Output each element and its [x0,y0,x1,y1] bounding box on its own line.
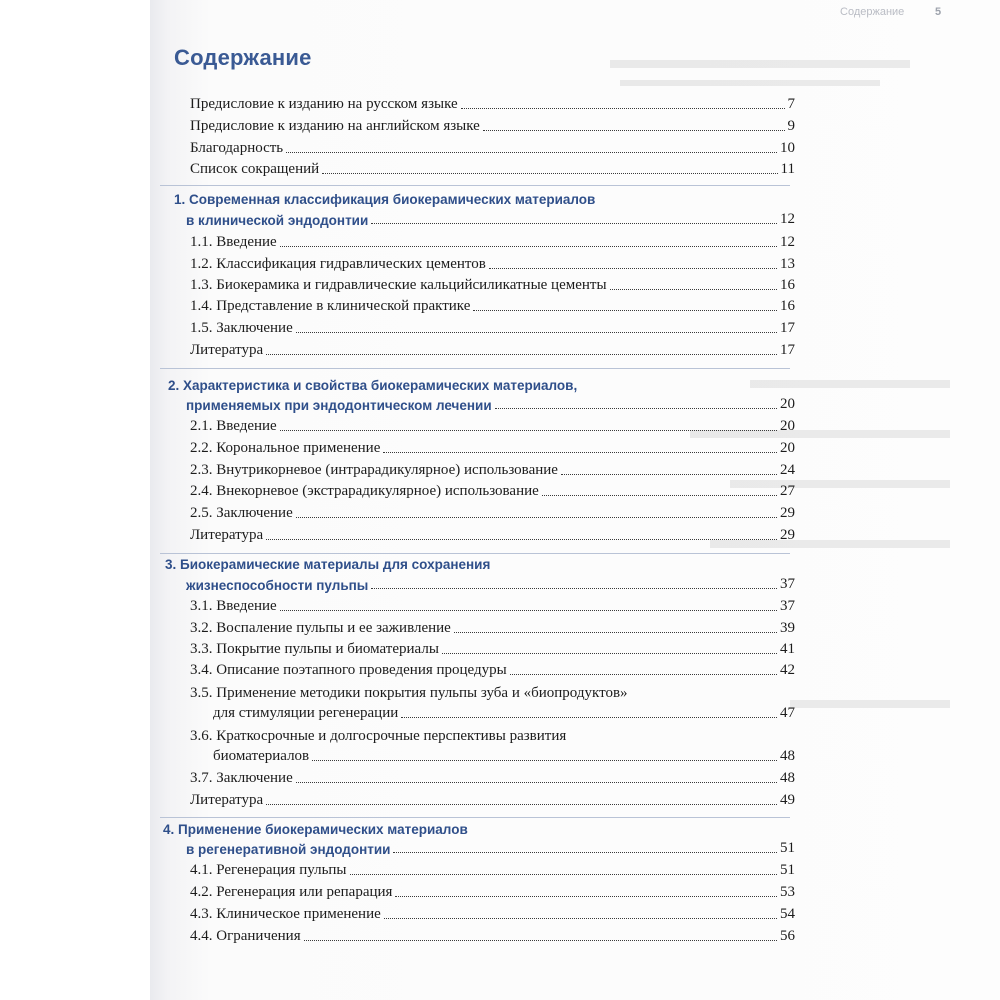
page-title: Содержание [174,45,312,70]
chapter-heading-line2[interactable] [186,840,795,857]
toc-entry[interactable] [190,883,795,901]
toc-entry[interactable] [213,704,795,722]
leader-dots [266,803,777,805]
chapter-heading[interactable]: 2. Характеристика и свойства биокерамических материалов, [168,378,578,393]
toc-entry-page: 56 [780,928,795,944]
toc-entry-label: 2.1. Введение [190,418,277,434]
leader-dots [442,652,777,654]
running-header-page-number: 5 [935,6,942,18]
chapter-heading[interactable]: 3. Биокерамические материалы для сохранения [165,557,491,572]
leader-dots [296,781,777,783]
toc-entry-page: 51 [780,862,795,878]
toc-entry-label: 2.3. Внутрикорневое (интрарадикулярное) использование [190,462,558,478]
toc-entry-page: 16 [780,298,795,314]
toc-entry-page: 10 [780,140,795,156]
toc-entry[interactable] [190,276,795,294]
leader-dots [401,716,777,718]
toc-entry-label: Предисловие к изданию на английском языке [190,118,480,134]
chapter-heading-label: в клинической эндодонтии [186,213,369,228]
toc-entry-label: 2.2. Корональное применение [190,440,381,456]
chapter-heading-line2[interactable] [186,211,795,228]
chapter-heading[interactable]: 1. Современная классификация биокерамических материалов [174,192,596,207]
leader-dots [495,407,777,409]
toc-entry-label: Литература [190,527,264,543]
toc-entry-page: 39 [780,620,795,636]
leader-dots [312,759,777,761]
toc-entry-label: 3.1. Введение [190,598,277,614]
leader-dots [454,631,777,633]
toc-entry-page: 37 [780,598,795,614]
leader-dots [350,873,777,875]
toc-entry-label: 4.1. Регенерация пульпы [190,862,347,878]
toc-entry[interactable] [190,233,795,251]
leader-dots [304,939,777,941]
chapter-page: 37 [780,576,795,592]
toc-entry-page: 48 [780,770,795,786]
leader-dots [483,129,785,131]
toc-entry-page: 48 [780,748,795,764]
toc-entry-label: 2.5. Заключение [190,505,293,521]
toc-entry[interactable] [190,504,795,522]
toc-entry-label: Благодарность [190,140,284,156]
leader-dots [489,267,777,269]
leader-dots [371,587,777,589]
toc-entry-label: 3.2. Воспаление пульпы и ее заживление [190,620,451,636]
leader-dots [510,673,777,675]
leader-dots [561,473,777,475]
running-header [800,6,1000,20]
toc-entry[interactable] [190,482,795,500]
toc-entry-page: 49 [780,792,795,808]
toc-entry-label: 1.3. Биокерамика и гидравлические кальцийсиликатные цементы [190,277,607,293]
toc-entry-label: 2.4. Внекорневое (экстрарадикулярное) использование [190,483,539,499]
chapter-heading-label: жизнеспособности пульпы [186,578,369,593]
toc-entry-page: 16 [780,277,795,293]
leader-dots [280,429,777,431]
toc-entry-label: Литература [190,792,264,808]
toc-entry[interactable] [190,597,795,615]
toc-entry[interactable] [190,319,795,337]
chapter-heading-label: в регенеративной эндодонтии [186,842,391,857]
leader-dots [296,516,777,518]
leader-dots [393,851,777,853]
toc-entry-label: 3.5. Применение методики покрытия пульпы зуба и «биопродуктов» [190,685,628,701]
toc-entry[interactable] [190,791,795,809]
leader-dots [395,895,777,897]
toc-entry-label: 3.6. Краткосрочные и долгосрочные перспективы развития [190,728,567,744]
toc-entry[interactable] [190,861,795,879]
toc-entry-page: 29 [780,527,795,543]
toc-entry-label: 4.3. Клиническое применение [190,906,381,922]
toc-entry-label: 3.3. Покрытие пульпы и биоматериалы [190,641,439,657]
toc-entry-label-continued: биоматериалов [213,748,310,764]
toc-entry-label: Предисловие к изданию на русском языке [190,96,458,112]
chapter-heading-line2[interactable] [186,396,795,413]
toc-entry-page: 41 [780,641,795,657]
toc-entry-page: 53 [780,884,795,900]
toc-entry[interactable] [190,255,795,273]
toc-entry-line1[interactable] [190,684,795,702]
chapter-page: 20 [780,396,795,412]
toc-entry-page: 13 [780,256,795,272]
toc-entry-label: 3.4. Описание поэтапного проведения процедуры [190,662,507,678]
toc-entry[interactable] [190,927,795,945]
toc-entry[interactable] [190,905,795,923]
chapter-page: 12 [780,211,795,227]
toc-entry-label: 1.5. Заключение [190,320,293,336]
running-header-title: Содержание [840,6,905,18]
toc-entry-label: 1.1. Введение [190,234,277,250]
toc-entry-label: 1.2. Классификация гидравлических цементов [190,256,486,272]
toc-entry[interactable] [190,139,795,157]
toc-entry-label: 4.2. Регенерация или репарация [190,884,393,900]
toc-entry[interactable] [190,640,795,658]
outer-margin [0,0,150,1000]
leader-dots [286,151,777,153]
toc-entry[interactable] [190,619,795,637]
leader-dots [266,353,777,355]
toc-entry-page: 29 [780,505,795,521]
section-divider [160,185,790,186]
toc-entry-page: 24 [780,462,795,478]
leader-dots [371,222,777,224]
chapter-heading-line2[interactable] [186,576,795,593]
toc-entry-page: 42 [780,662,795,678]
toc-entry[interactable] [213,747,795,765]
leader-dots [383,451,777,453]
toc-entry-label: 3.7. Заключение [190,770,293,786]
toc-entry[interactable] [190,297,795,315]
leader-dots [322,172,777,174]
toc-entry-page: 20 [780,418,795,434]
toc-entry[interactable] [190,160,795,178]
toc-entry-page: 17 [780,320,795,336]
section-divider [160,368,790,369]
toc-entry-line1[interactable] [190,727,795,745]
toc-entry[interactable] [190,117,795,135]
toc-entry-page: 7 [787,96,795,112]
chapter-heading[interactable]: 4. Применение биокерамических материалов [163,822,468,837]
toc-entry-label: Литература [190,342,264,358]
toc-entry[interactable] [190,661,795,679]
leader-dots [280,609,777,611]
toc-entry-page: 47 [780,705,795,721]
toc-entry[interactable] [190,461,795,479]
section-divider [160,817,790,818]
leader-dots [280,245,777,247]
toc-entry-page: 20 [780,440,795,456]
toc-entry[interactable] [190,526,795,544]
section-divider [160,553,790,554]
toc-entry-page: 27 [780,483,795,499]
leader-dots [296,331,777,333]
leader-dots [610,288,777,290]
toc-entry[interactable] [190,95,795,113]
leader-dots [473,309,777,311]
toc-entry-page: 11 [780,161,795,177]
leader-dots [461,107,785,109]
chapter-heading-label: применяемых при эндодонтическом лечении [186,398,492,413]
toc-entry-page: 9 [787,118,795,134]
toc-entry[interactable] [190,341,795,359]
leader-dots [384,917,777,919]
toc-entry-label: Список сокращений [190,161,320,177]
toc-entry-page: 17 [780,342,795,358]
toc-entry[interactable] [190,769,795,787]
toc-entry-page: 54 [780,906,795,922]
toc-entry[interactable] [190,439,795,457]
chapter-page: 51 [780,840,795,856]
leader-dots [266,538,777,540]
toc-entry-label: 4.4. Ограничения [190,928,301,944]
toc-entry-page: 12 [780,234,795,250]
toc-entry[interactable] [190,417,795,435]
toc-entry-label-continued: для стимуляции регенерации [213,705,399,721]
toc-entry-label: 1.4. Представление в клинической практике [190,298,471,314]
leader-dots [542,494,777,496]
